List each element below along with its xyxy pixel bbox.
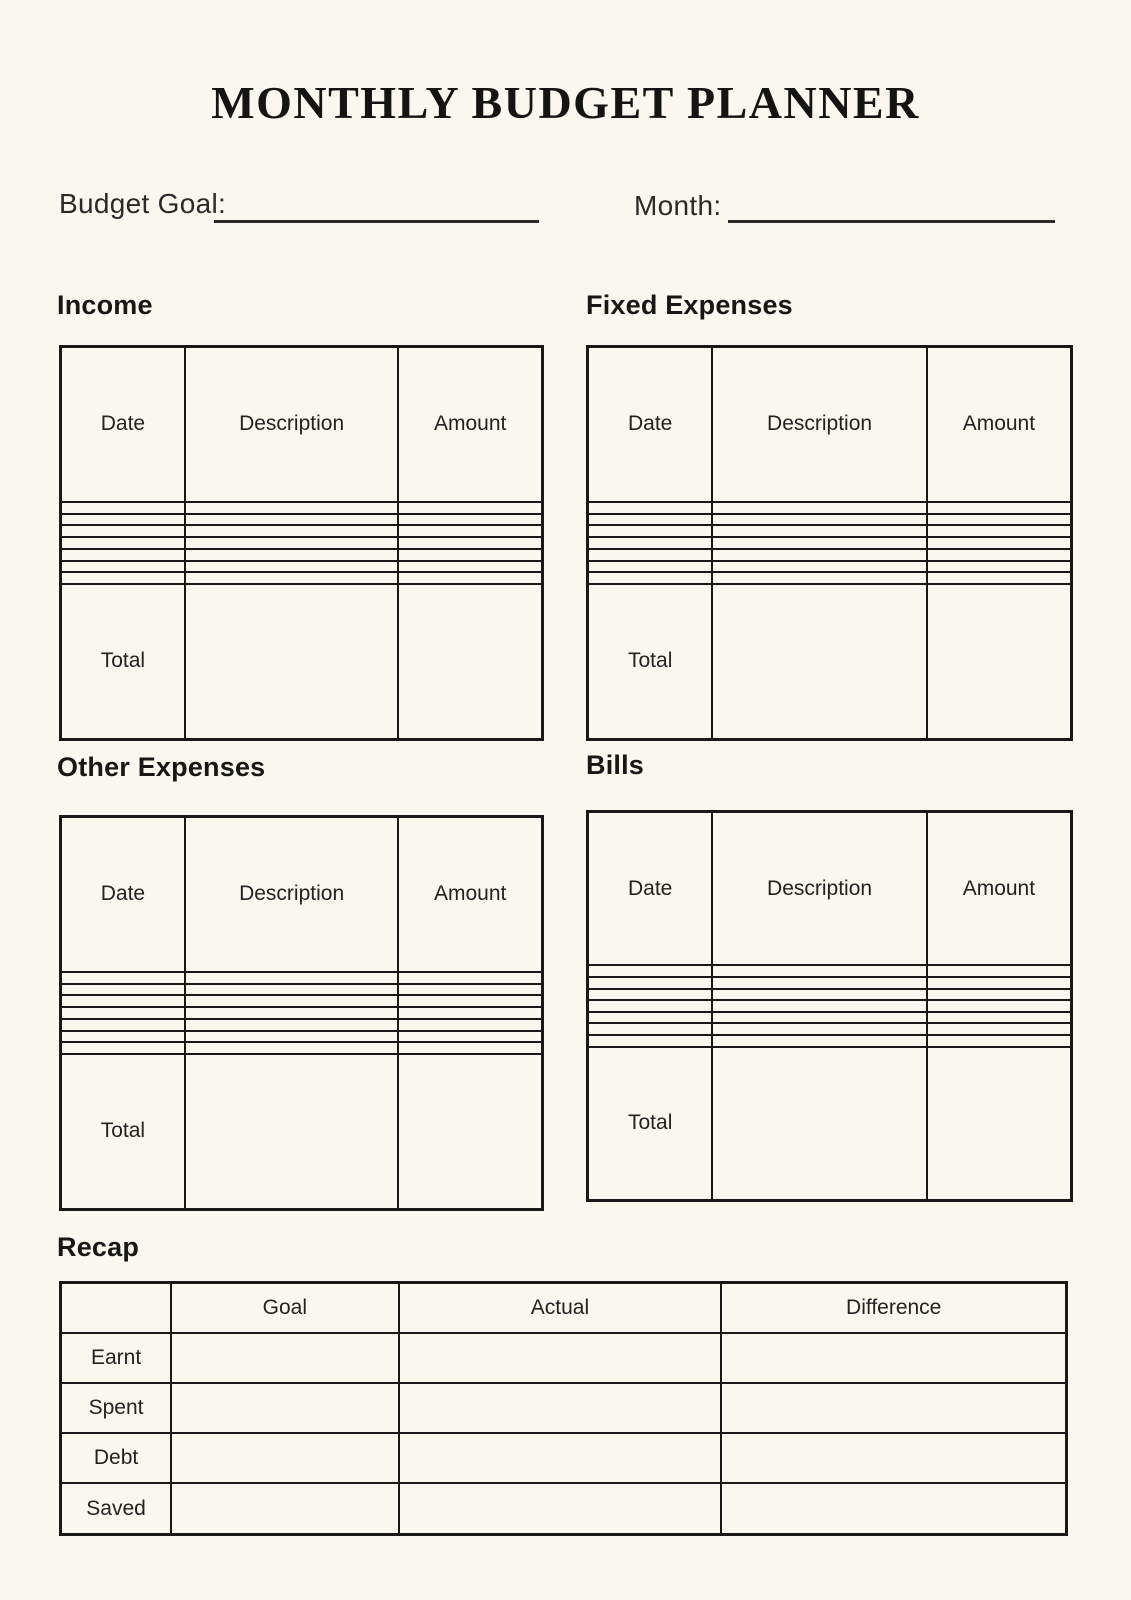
bills-cell-r4-description[interactable]	[712, 1000, 926, 1012]
other-expenses-cell-r2-amount[interactable]	[398, 984, 542, 996]
bills-cell-r4-amount[interactable]	[927, 1000, 1072, 1012]
fixed-expenses-cell-r3-description[interactable]	[712, 525, 926, 537]
section-heading-recap: Recap	[57, 1232, 140, 1262]
fixed-expenses-cell-r7-description[interactable]	[712, 572, 926, 584]
fixed-expenses-cell-r2-amount[interactable]	[927, 514, 1072, 526]
bills-row	[588, 977, 1072, 989]
recap-cell-debt-goal[interactable]	[171, 1433, 398, 1483]
bills-row	[588, 1000, 1072, 1012]
section-heading-fixed-expenses: Fixed Expenses	[586, 290, 793, 320]
fixed-expenses-cell-r2-date[interactable]	[588, 514, 713, 526]
fixed-expenses-cell-r2-description[interactable]	[712, 514, 926, 526]
recap-col-header-actual: Actual	[399, 1283, 722, 1334]
bills-cell-r2-date[interactable]	[588, 977, 713, 989]
recap-cell-saved-goal[interactable]	[171, 1483, 398, 1534]
income-cell-r4-description[interactable]	[185, 537, 399, 549]
income-cell-r5-description[interactable]	[185, 549, 399, 561]
recap-cell-debt-actual[interactable]	[399, 1433, 722, 1483]
other-expenses-row	[61, 995, 543, 1007]
bills-total-row	[588, 1047, 1072, 1201]
fixed-expenses-row	[588, 502, 1072, 514]
other-expenses-cell-r2-date[interactable]	[61, 984, 185, 996]
recap-row-label-earnt: Earnt	[61, 1333, 172, 1383]
recap-cell-earnt-actual[interactable]	[399, 1333, 722, 1383]
bills-col-header-date: Date	[588, 812, 713, 966]
fixed-expenses-total-label: Total	[588, 584, 713, 740]
other-expenses-row	[61, 972, 543, 984]
income-cell-r4-date[interactable]	[61, 537, 185, 549]
other-expenses-cell-r4-amount[interactable]	[398, 1007, 542, 1019]
fixed-expenses-col-header-description: Description	[712, 347, 926, 502]
fixed-expenses-cell-r1-amount[interactable]	[927, 502, 1072, 514]
bills-header-row	[588, 812, 1072, 966]
section-heading-bills: Bills	[586, 750, 645, 780]
bills-cell-r1-date[interactable]	[588, 965, 713, 977]
recap-col-header-blank	[61, 1283, 172, 1334]
bills-cell-r1-description[interactable]	[712, 965, 926, 977]
fixed-expenses-row	[588, 561, 1072, 573]
other-expenses-cell-r6-description[interactable]	[185, 1031, 399, 1043]
fixed-expenses-cell-r6-amount[interactable]	[927, 561, 1072, 573]
bills-row	[588, 1035, 1072, 1047]
recap-table	[59, 1281, 1068, 1536]
bills-cell-r5-amount[interactable]	[927, 1012, 1072, 1024]
bills-row	[588, 1023, 1072, 1035]
recap-header-row	[61, 1283, 1067, 1334]
fixed-expenses-cell-r5-description[interactable]	[712, 549, 926, 561]
income-row	[61, 549, 543, 561]
recap-cell-saved-difference[interactable]	[721, 1483, 1066, 1534]
recap-row-earnt	[61, 1333, 1067, 1383]
bills-col-header-amount: Amount	[927, 812, 1072, 966]
bills-cell-r2-description[interactable]	[712, 977, 926, 989]
recap-row-label-spent: Spent	[61, 1383, 172, 1433]
other-expenses-col-header-date: Date	[61, 817, 185, 972]
other-expenses-cell-r5-date[interactable]	[61, 1019, 185, 1031]
income-cell-r7-description[interactable]	[185, 572, 399, 584]
bills-total-amount-cell[interactable]	[927, 1047, 1072, 1201]
bills-table	[586, 810, 1073, 1202]
income-cell-r2-description[interactable]	[185, 514, 399, 526]
bills-total-label: Total	[588, 1047, 713, 1201]
other-expenses-cell-r4-description[interactable]	[185, 1007, 399, 1019]
other-expenses-row	[61, 1042, 543, 1054]
other-expenses-cell-r1-date[interactable]	[61, 972, 185, 984]
fixed-expenses-cell-r5-date[interactable]	[588, 549, 713, 561]
bills-row	[588, 965, 1072, 977]
other-expenses-cell-r4-date[interactable]	[61, 1007, 185, 1019]
month-label: Month:	[634, 190, 722, 221]
other-expenses-cell-r6-date[interactable]	[61, 1031, 185, 1043]
bills-cell-r6-amount[interactable]	[927, 1023, 1072, 1035]
other-expenses-col-header-description: Description	[185, 817, 399, 972]
income-row	[61, 537, 543, 549]
recap-cell-saved-actual[interactable]	[399, 1483, 722, 1534]
bills-cell-r7-description[interactable]	[712, 1035, 926, 1047]
bills-cell-r3-amount[interactable]	[927, 989, 1072, 1001]
recap-row-label-saved: Saved	[61, 1483, 172, 1534]
income-cell-r6-date[interactable]	[61, 561, 185, 573]
other-expenses-col-header-amount: Amount	[398, 817, 542, 972]
income-cell-r5-date[interactable]	[61, 549, 185, 561]
section-heading-income: Income	[57, 290, 153, 320]
bills-cell-r5-date[interactable]	[588, 1012, 713, 1024]
fixed-expenses-cell-r3-date[interactable]	[588, 525, 713, 537]
bills-cell-r4-date[interactable]	[588, 1000, 713, 1012]
income-cell-r1-date[interactable]	[61, 502, 185, 514]
fixed-expenses-cell-r3-amount[interactable]	[927, 525, 1072, 537]
fixed-expenses-total-description-cell[interactable]	[712, 584, 926, 740]
other-expenses-total-row	[61, 1054, 543, 1210]
recap-cell-earnt-goal[interactable]	[171, 1333, 398, 1383]
bills-col-header-description: Description	[712, 812, 926, 966]
section-heading-other-expenses: Other Expenses	[57, 752, 266, 782]
bills-cell-r3-date[interactable]	[588, 989, 713, 1001]
bills-cell-r7-amount[interactable]	[927, 1035, 1072, 1047]
other-expenses-cell-r5-description[interactable]	[185, 1019, 399, 1031]
income-row	[61, 572, 543, 584]
income-cell-r2-date[interactable]	[61, 514, 185, 526]
bills-total-description-cell[interactable]	[712, 1047, 926, 1201]
income-total-description-cell[interactable]	[185, 584, 399, 740]
other-expenses-row	[61, 1031, 543, 1043]
other-expenses-total-label: Total	[61, 1054, 185, 1210]
bills-cell-r3-description[interactable]	[712, 989, 926, 1001]
other-expenses-cell-r1-description[interactable]	[185, 972, 399, 984]
fixed-expenses-cell-r4-description[interactable]	[712, 537, 926, 549]
income-cell-r1-description[interactable]	[185, 502, 399, 514]
other-expenses-total-description-cell[interactable]	[185, 1054, 399, 1210]
bills-cell-r5-description[interactable]	[712, 1012, 926, 1024]
fixed-expenses-cell-r1-date[interactable]	[588, 502, 713, 514]
bills-cell-r6-date[interactable]	[588, 1023, 713, 1035]
recap-row-debt	[61, 1433, 1067, 1483]
income-col-header-description: Description	[185, 347, 399, 502]
bills-cell-r7-date[interactable]	[588, 1035, 713, 1047]
fixed-expenses-row	[588, 537, 1072, 549]
income-total-amount-cell[interactable]	[398, 584, 542, 740]
bills-row	[588, 989, 1072, 1001]
income-row	[61, 514, 543, 526]
bills-row	[588, 1012, 1072, 1024]
fixed-expenses-col-header-date: Date	[588, 347, 713, 502]
income-cell-r3-description[interactable]	[185, 525, 399, 537]
income-total-label: Total	[61, 584, 185, 740]
other-expenses-cell-r3-date[interactable]	[61, 995, 185, 1007]
income-cell-r2-amount[interactable]	[398, 514, 542, 526]
recap-cell-spent-actual[interactable]	[399, 1383, 722, 1433]
other-expenses-header-row	[61, 817, 543, 972]
recap-col-header-goal: Goal	[171, 1283, 398, 1334]
other-expenses-cell-r3-amount[interactable]	[398, 995, 542, 1007]
fixed-expenses-total-row	[588, 584, 1072, 740]
other-expenses-cell-r7-amount[interactable]	[398, 1042, 542, 1054]
page-title: MONTHLY BUDGET PLANNER	[211, 77, 920, 128]
recap-cell-spent-difference[interactable]	[721, 1383, 1066, 1433]
income-col-header-date: Date	[61, 347, 185, 502]
fixed-expenses-cell-r5-amount[interactable]	[927, 549, 1072, 561]
budget-goal-input-line[interactable]	[214, 220, 539, 223]
income-row	[61, 502, 543, 514]
recap-cell-spent-goal[interactable]	[171, 1383, 398, 1433]
fixed-expenses-row	[588, 514, 1072, 526]
income-cell-r5-amount[interactable]	[398, 549, 542, 561]
fixed-expenses-cell-r6-description[interactable]	[712, 561, 926, 573]
fixed-expenses-total-amount-cell[interactable]	[927, 584, 1072, 740]
income-cell-r7-date[interactable]	[61, 572, 185, 584]
recap-row-saved	[61, 1483, 1067, 1534]
other-expenses-table	[59, 815, 544, 1211]
income-cell-r7-amount[interactable]	[398, 572, 542, 584]
other-expenses-cell-r7-date[interactable]	[61, 1042, 185, 1054]
fixed-expenses-cell-r7-date[interactable]	[588, 572, 713, 584]
other-expenses-cell-r3-description[interactable]	[185, 995, 399, 1007]
other-expenses-cell-r2-description[interactable]	[185, 984, 399, 996]
other-expenses-cell-r1-amount[interactable]	[398, 972, 542, 984]
recap-cell-debt-difference[interactable]	[721, 1433, 1066, 1483]
income-cell-r6-description[interactable]	[185, 561, 399, 573]
recap-row-spent	[61, 1383, 1067, 1433]
fixed-expenses-cell-r1-description[interactable]	[712, 502, 926, 514]
income-row	[61, 525, 543, 537]
income-row	[61, 561, 543, 573]
recap-col-header-difference: Difference	[721, 1283, 1066, 1334]
fixed-expenses-cell-r7-amount[interactable]	[927, 572, 1072, 584]
fixed-expenses-col-header-amount: Amount	[927, 347, 1072, 502]
fixed-expenses-cell-r4-date[interactable]	[588, 537, 713, 549]
other-expenses-cell-r7-description[interactable]	[185, 1042, 399, 1054]
fixed-expenses-row	[588, 549, 1072, 561]
fixed-expenses-row	[588, 525, 1072, 537]
fixed-expenses-header-row	[588, 347, 1072, 502]
income-cell-r6-amount[interactable]	[398, 561, 542, 573]
other-expenses-cell-r6-amount[interactable]	[398, 1031, 542, 1043]
other-expenses-total-amount-cell[interactable]	[398, 1054, 542, 1210]
fixed-expenses-row	[588, 572, 1072, 584]
other-expenses-row	[61, 1019, 543, 1031]
income-cell-r3-date[interactable]	[61, 525, 185, 537]
recap-row-label-debt: Debt	[61, 1433, 172, 1483]
other-expenses-row	[61, 1007, 543, 1019]
bills-cell-r6-description[interactable]	[712, 1023, 926, 1035]
income-header-row	[61, 347, 543, 502]
month-input-line[interactable]	[728, 220, 1055, 223]
fixed-expenses-cell-r4-amount[interactable]	[927, 537, 1072, 549]
income-total-row	[61, 584, 543, 740]
fixed-expenses-table	[586, 345, 1073, 741]
income-table	[59, 345, 544, 741]
income-cell-r4-amount[interactable]	[398, 537, 542, 549]
other-expenses-cell-r5-amount[interactable]	[398, 1019, 542, 1031]
fixed-expenses-cell-r6-date[interactable]	[588, 561, 713, 573]
bills-cell-r2-amount[interactable]	[927, 977, 1072, 989]
budget-goal-label: Budget Goal:	[59, 188, 227, 219]
recap-cell-earnt-difference[interactable]	[721, 1333, 1066, 1383]
other-expenses-row	[61, 984, 543, 996]
bills-cell-r1-amount[interactable]	[927, 965, 1072, 977]
income-col-header-amount: Amount	[398, 347, 542, 502]
income-cell-r1-amount[interactable]	[398, 502, 542, 514]
income-cell-r3-amount[interactable]	[398, 525, 542, 537]
